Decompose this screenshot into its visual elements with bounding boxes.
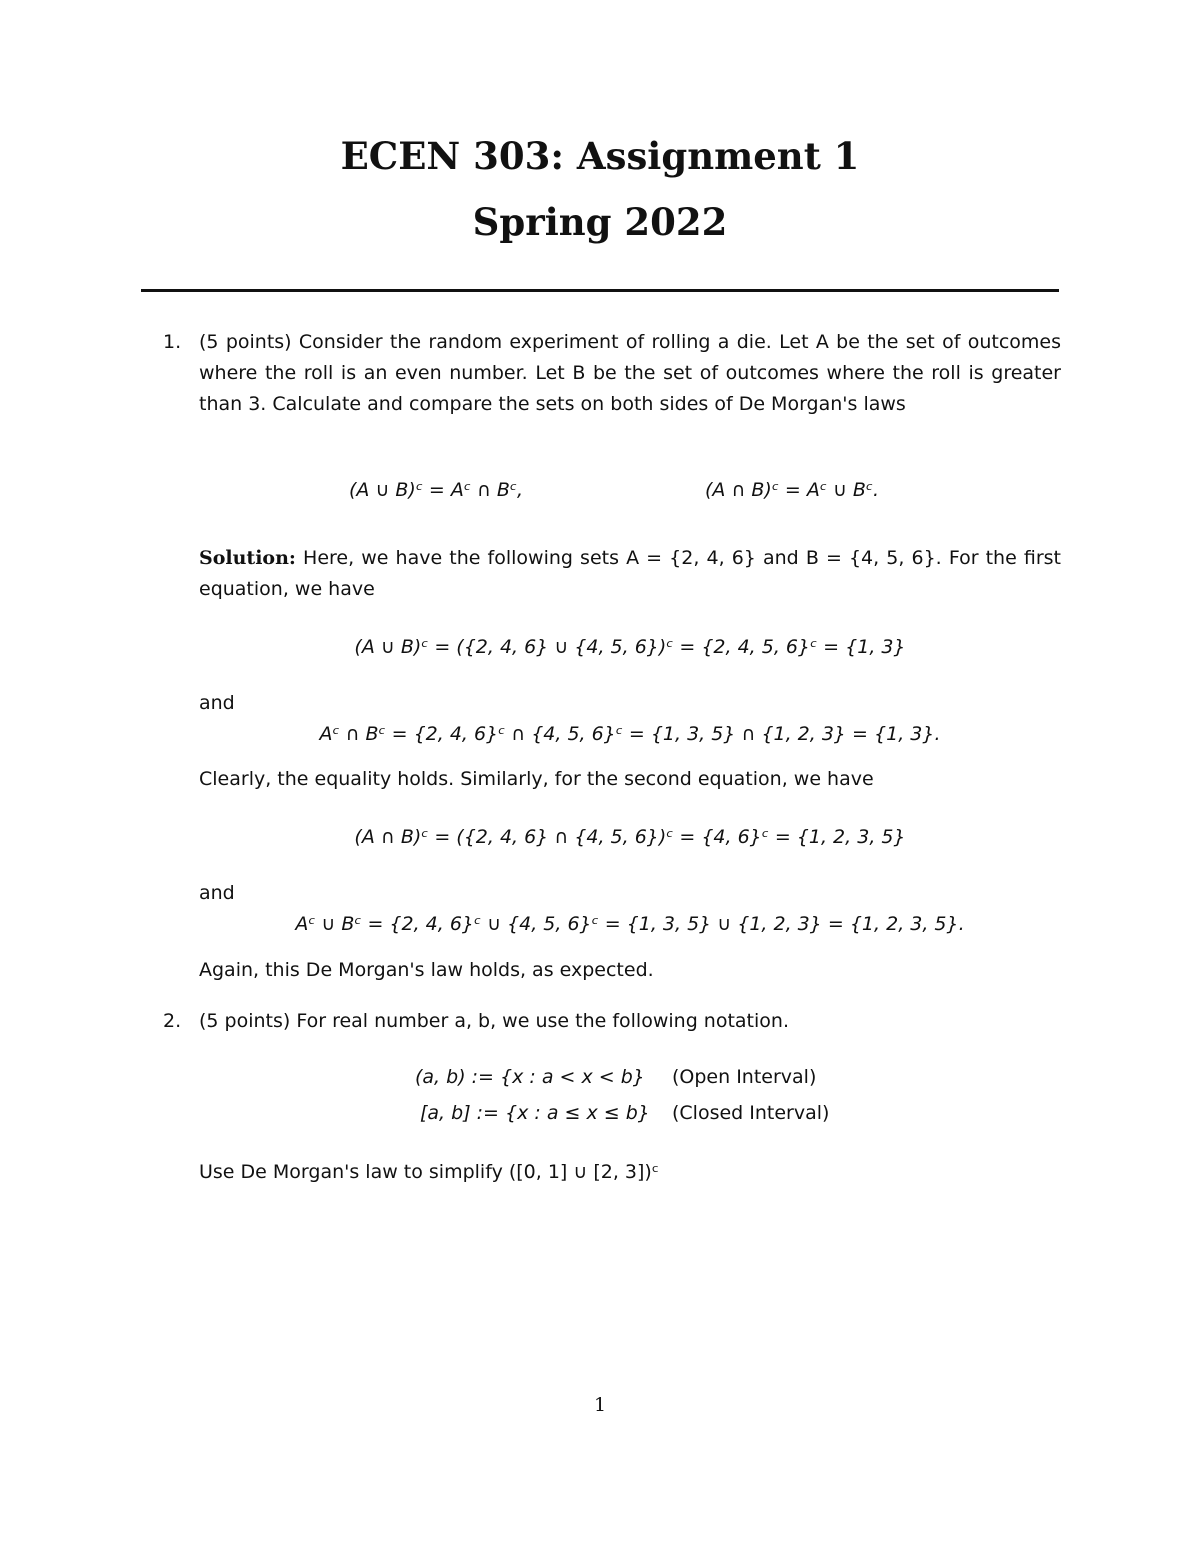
equation-complement-union: Aᶜ ∪ Bᶜ = {2, 4, 6}ᶜ ∪ {4, 5, 6}ᶜ = {1, 3, 5} ∪ {1, 2, 3} = {1, 2, 3, 5}.: [295, 913, 965, 935]
solution-paragraph: [199, 543, 1061, 605]
again-paragraph: Again, this De Morgan's law holds, as expected.: [199, 959, 654, 981]
page-number: 1: [593, 1394, 607, 1416]
closed-interval-definition: [a, b] := {x : a ≤ x ≤ b}: [420, 1102, 650, 1124]
open-interval-label: (Open Interval): [672, 1066, 817, 1088]
de-morgan-law-2: (A ∩ B)ᶜ = Aᶜ ∪ Bᶜ.: [705, 479, 879, 501]
clearly-paragraph: Clearly, the equality holds. Similarly, for the second equation, we have: [199, 768, 874, 790]
problem-1-text: (5 points) Consider the random experiment of rolling a die. Let A be the set of outcomes where the roll is an even number. Let B be the set of outcomes where the roll is greater than 3. Calculate and compare the sets on both sides of De Morgan's laws: [199, 331, 1061, 415]
closed-interval-label: (Closed Interval): [672, 1102, 830, 1124]
problem-2-number: 2.: [163, 1010, 182, 1032]
document-title: ECEN 303: Assignment 1: [340, 134, 860, 178]
equation-union-complement: (A ∪ B)ᶜ = ({2, 4, 6} ∪ {4, 5, 6})ᶜ = {2, 4, 5, 6}ᶜ = {1, 3}: [354, 636, 906, 658]
problem-1-number: 1.: [163, 331, 182, 353]
problem-2-question: Use De Morgan's law to simplify ([0, 1] ∪ [2, 3])ᶜ: [199, 1161, 659, 1183]
equation-complement-intersection: Aᶜ ∩ Bᶜ = {2, 4, 6}ᶜ ∩ {4, 5, 6}ᶜ = {1, 3, 5} ∩ {1, 2, 3} = {1, 3}.: [319, 723, 941, 745]
open-interval-definition: (a, b) := {x : a < x < b}: [415, 1066, 645, 1088]
document-subtitle: Spring 2022: [472, 200, 728, 244]
connector-and-2: and: [199, 882, 235, 904]
problem-2-text: (5 points) For real number a, b, we use the following notation.: [199, 1010, 789, 1032]
equation-intersection-complement: (A ∩ B)ᶜ = ({2, 4, 6} ∩ {4, 5, 6})ᶜ = {4, 6}ᶜ = {1, 2, 3, 5}: [354, 826, 906, 848]
solution-text: Here, we have the following sets A = {2, 4, 6} and B = {4, 5, 6}. For the first equation, we have: [199, 547, 1061, 600]
title-divider: [141, 289, 1059, 292]
de-morgan-law-1: (A ∪ B)ᶜ = Aᶜ ∩ Bᶜ,: [349, 479, 523, 501]
solution-label: Solution:: [199, 547, 296, 569]
connector-and-1: and: [199, 692, 235, 714]
